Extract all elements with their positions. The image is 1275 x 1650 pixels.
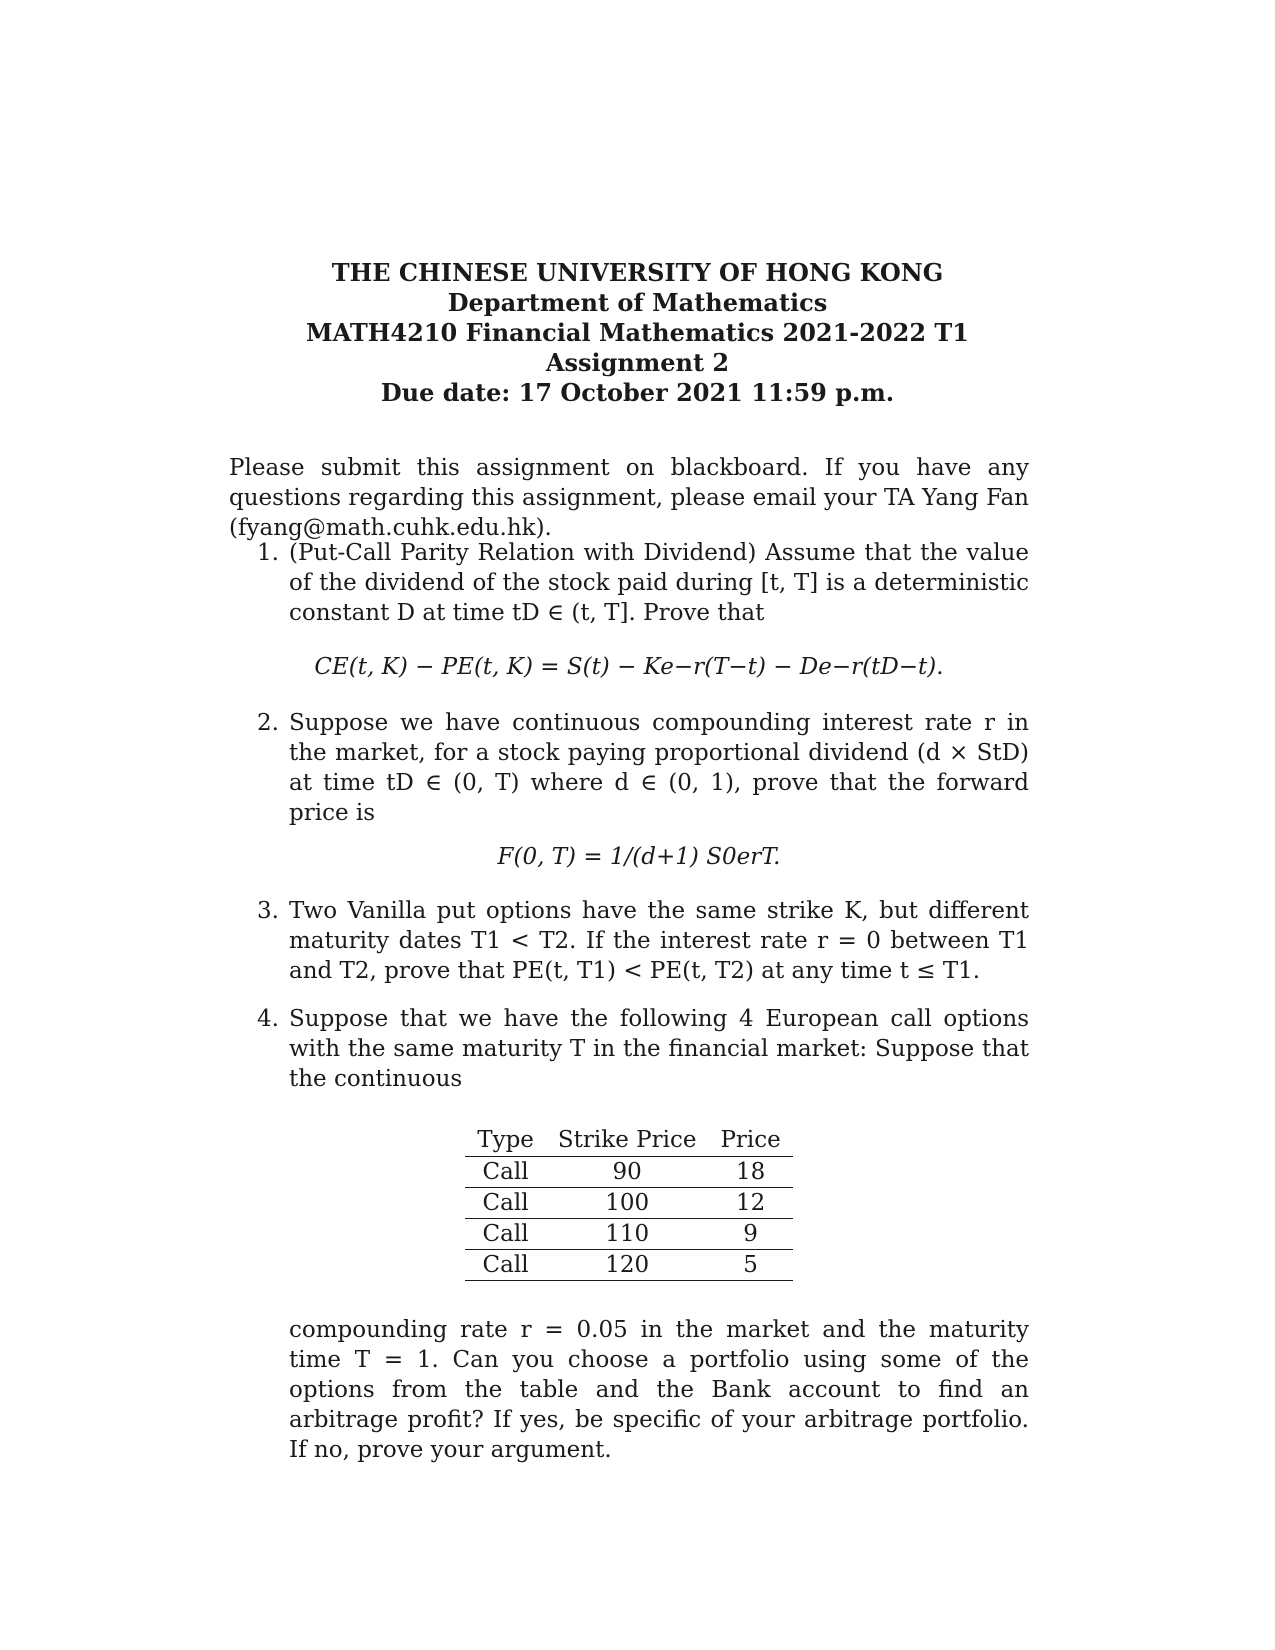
question-1 — [229, 538, 1029, 682]
question-number: 4. — [257, 1006, 279, 1032]
question-text-before-table: Suppose that we have the following 4 European call options with the same maturity T in the financial market: Suppose that the continuous — [289, 1006, 1029, 1092]
question-number: 2. — [257, 710, 279, 736]
column-header: Type — [477, 1127, 534, 1153]
table-cell: Call — [465, 1157, 546, 1188]
table-row — [465, 1219, 793, 1250]
column-header: Price — [720, 1127, 781, 1153]
question-number: 1. — [257, 540, 279, 566]
table-cell: Call — [465, 1219, 546, 1250]
question-2 — [229, 708, 1029, 872]
table-cell: 90 — [546, 1157, 709, 1188]
table-row — [465, 1157, 793, 1188]
table-cell: 110 — [546, 1219, 709, 1250]
table-row — [465, 1250, 793, 1281]
course-title: MATH4210 Financial Mathematics 2021-2022 T1 — [306, 318, 969, 347]
table-header-row — [465, 1124, 793, 1157]
document-header — [0, 258, 1275, 408]
table-cell: Call — [465, 1188, 546, 1219]
question-list — [229, 538, 1029, 1465]
question-3 — [229, 896, 1029, 986]
equation: F(0, T) = 1/(d+1) S0erT. — [497, 844, 781, 870]
table-cell: 18 — [708, 1157, 792, 1188]
column-header: Strike Price — [557, 1127, 697, 1153]
table-cell: 5 — [708, 1250, 792, 1281]
table-row — [465, 1188, 793, 1219]
table-cell: 12 — [708, 1188, 792, 1219]
due-date: Due date: 17 October 2021 11:59 p.m. — [380, 378, 895, 407]
question-text-after-table: compounding rate r = 0.05 in the market and the maturity time T = 1. Can you choose a portfolio using some of the options from the table and the Bank account to find an arbitrage profit? If yes, be specific of your arbitrage portfolio. If no, prove your argument. — [289, 1317, 1029, 1463]
department-name: Department of Mathematics — [447, 288, 828, 317]
options-table — [465, 1124, 793, 1281]
intro-paragraph: Please submit this assignment on blackboard. If you have any questions regarding this assignment, please email your TA Yang Fan (fyang@math.cuhk.edu.hk). — [229, 455, 1029, 541]
table-cell: 9 — [708, 1219, 792, 1250]
question-text: Two Vanilla put options have the same strike K, but different maturity dates T1 < T2. If the interest rate r = 0 between T1 and T2, prove that PE(t, T1) < PE(t, T2) at any time t ≤ T1. — [289, 898, 1029, 984]
table-cell: 120 — [546, 1250, 709, 1281]
equation: CE(t, K) − PE(t, K) = S(t) − Ke−r(T−t) − De−r(tD−t). — [314, 654, 944, 680]
assignment-title: Assignment 2 — [545, 348, 730, 377]
question-number: 3. — [257, 898, 279, 924]
question-text: (Put-Call Parity Relation with Dividend) Assume that the value of the dividend of the stock paid during [t, T] is a deterministic constant D at time tD ∈ (t, T]. Prove that — [289, 540, 1029, 626]
university-name: THE CHINESE UNIVERSITY OF HONG KONG — [331, 258, 944, 287]
question-4 — [229, 1004, 1029, 1465]
table-cell: 100 — [546, 1188, 709, 1219]
table-cell: Call — [465, 1250, 546, 1281]
question-text: Suppose we have continuous compounding interest rate r in the market, for a stock paying proportional dividend (d × StD) at time tD ∈ (0, T) where d ∈ (0, 1), prove that the forward price is — [289, 710, 1029, 826]
